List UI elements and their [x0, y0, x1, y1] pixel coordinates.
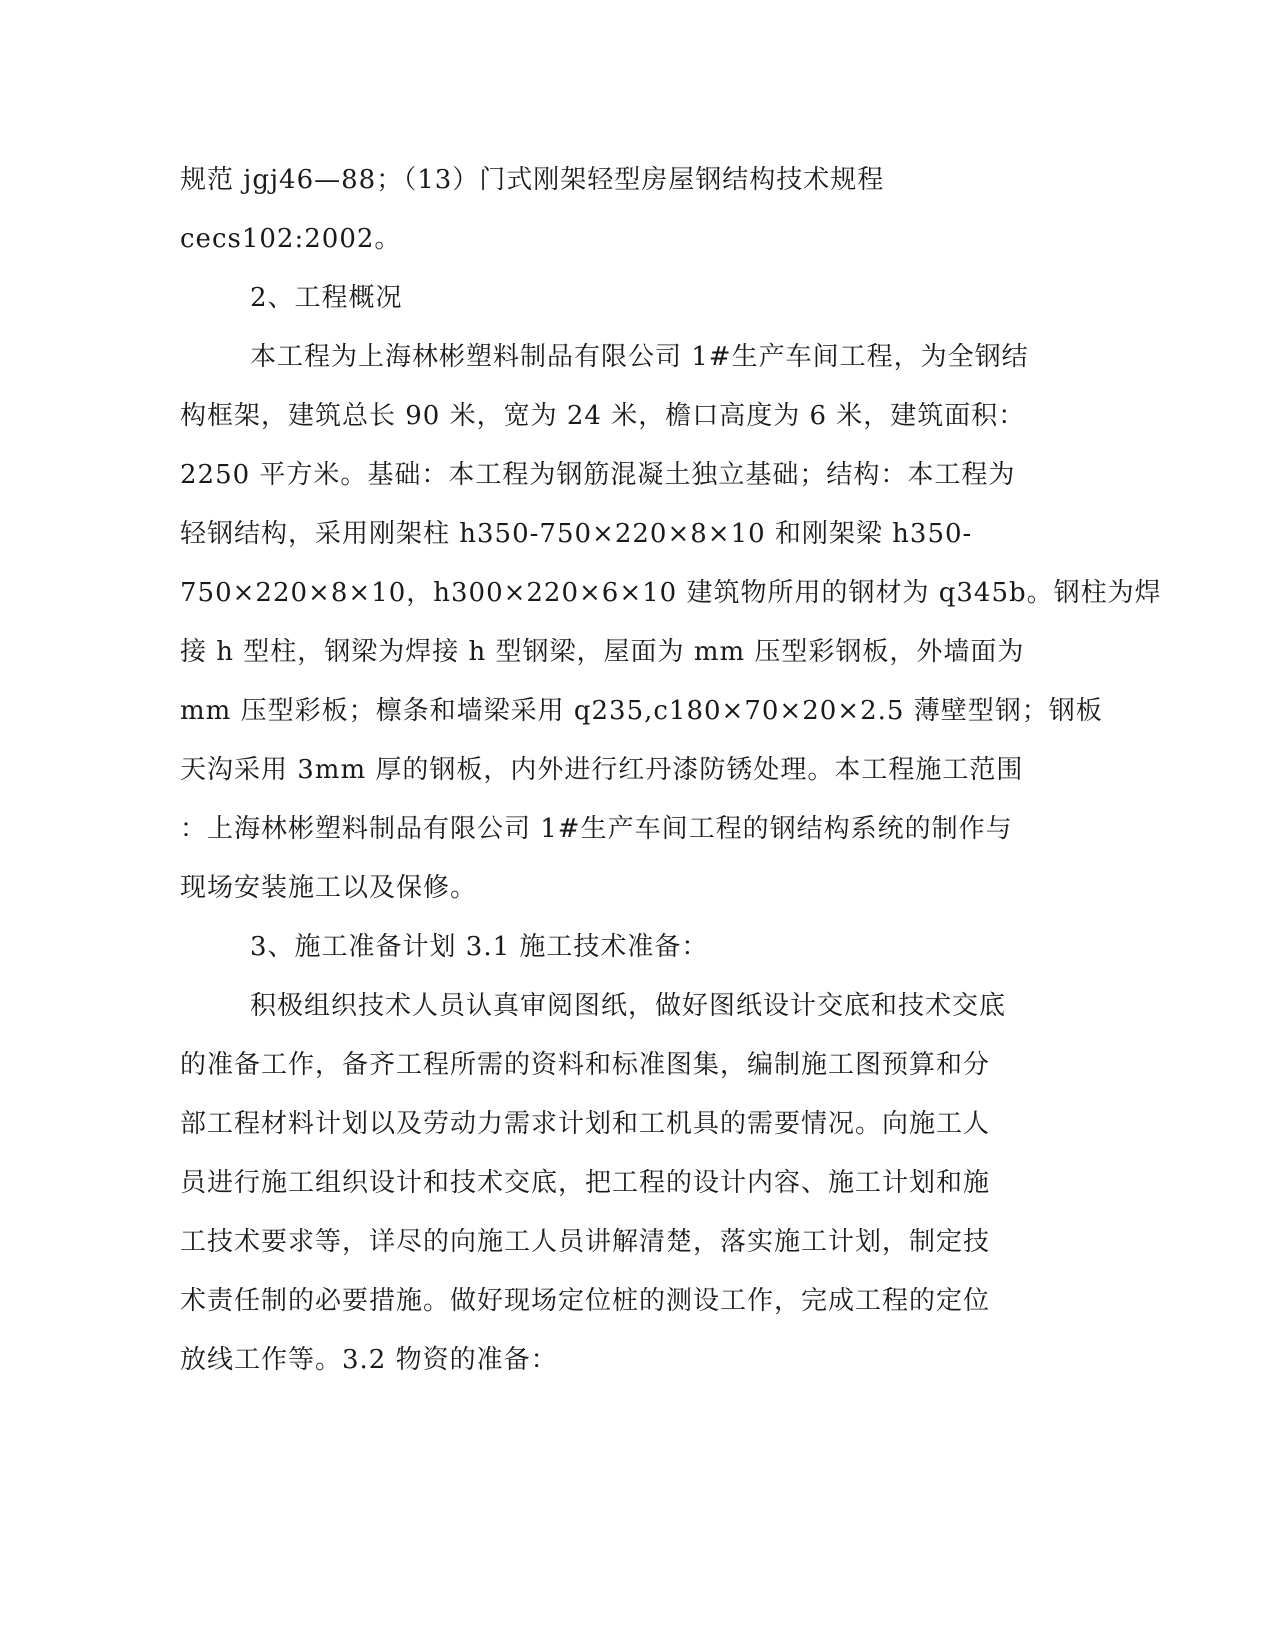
text-line: 术责任制的必要措施。做好现场定位桩的测设工作，完成工程的定位 — [180, 1286, 991, 1316]
text-line: 规范 jgj46—88；（13）门式刚架轻型房屋钢结构技术规程 — [180, 165, 885, 195]
text-line: 750×220×8×10，h300×220×6×10 建筑物所用的钢材为 q345b。钢柱为焊 — [180, 578, 1162, 608]
text-line: 轻钢结构，采用刚架柱 h350-750×220×8×10 和刚架梁 h350- — [180, 519, 973, 549]
text-line: 的准备工作，备齐工程所需的资料和标准图集，编制施工图预算和分 — [180, 1050, 991, 1080]
text-line: cecs102:2002。 — [180, 224, 402, 254]
text-line: mm 压型彩板；檩条和墙梁采用 q235,c180×70×20×2.5 薄壁型钢；钢板 — [180, 696, 1103, 726]
text-line: 2250 平方米。基础：本工程为钢筋混凝土独立基础；结构：本工程为 — [180, 460, 1016, 490]
text-line: 现场安装施工以及保修。 — [180, 873, 478, 903]
text-line: 部工程材料计划以及劳动力需求计划和工机具的需要情况。向施工人 — [180, 1109, 991, 1139]
text-line: 放线工作等。3.2 物资的准备： — [180, 1345, 558, 1375]
text-line: 天沟采用 3mm 厚的钢板，内外进行红丹漆防锈处理。本工程施工范围 — [180, 755, 1024, 785]
text-line: 本工程为上海林彬塑料制品有限公司 1#生产车间工程，为全钢结 — [250, 342, 1029, 372]
text-line: 工技术要求等，详尽的向施工人员讲解清楚，落实施工计划，制定技 — [180, 1227, 991, 1257]
text-line: 积极组织技术人员认真审阅图纸，做好图纸设计交底和技术交底 — [250, 991, 1007, 1021]
text-line: 员进行施工组织设计和技术交底，把工程的设计内容、施工计划和施 — [180, 1168, 991, 1198]
text-line: 接 h 型柱，钢梁为焊接 h 型钢梁，屋面为 mm 压型彩钢板，外墙面为 — [180, 637, 1025, 667]
section-heading: 3、施工准备计划 3.1 施工技术准备： — [250, 932, 709, 962]
text-line: ：上海林彬塑料制品有限公司 1#生产车间工程的钢结构系统的制作与 — [180, 814, 1013, 844]
section-heading: 2、工程概况 — [250, 283, 403, 313]
text-line: 构框架，建筑总长 90 米，宽为 24 米，檐口高度为 6 米，建筑面积： — [180, 401, 1026, 431]
